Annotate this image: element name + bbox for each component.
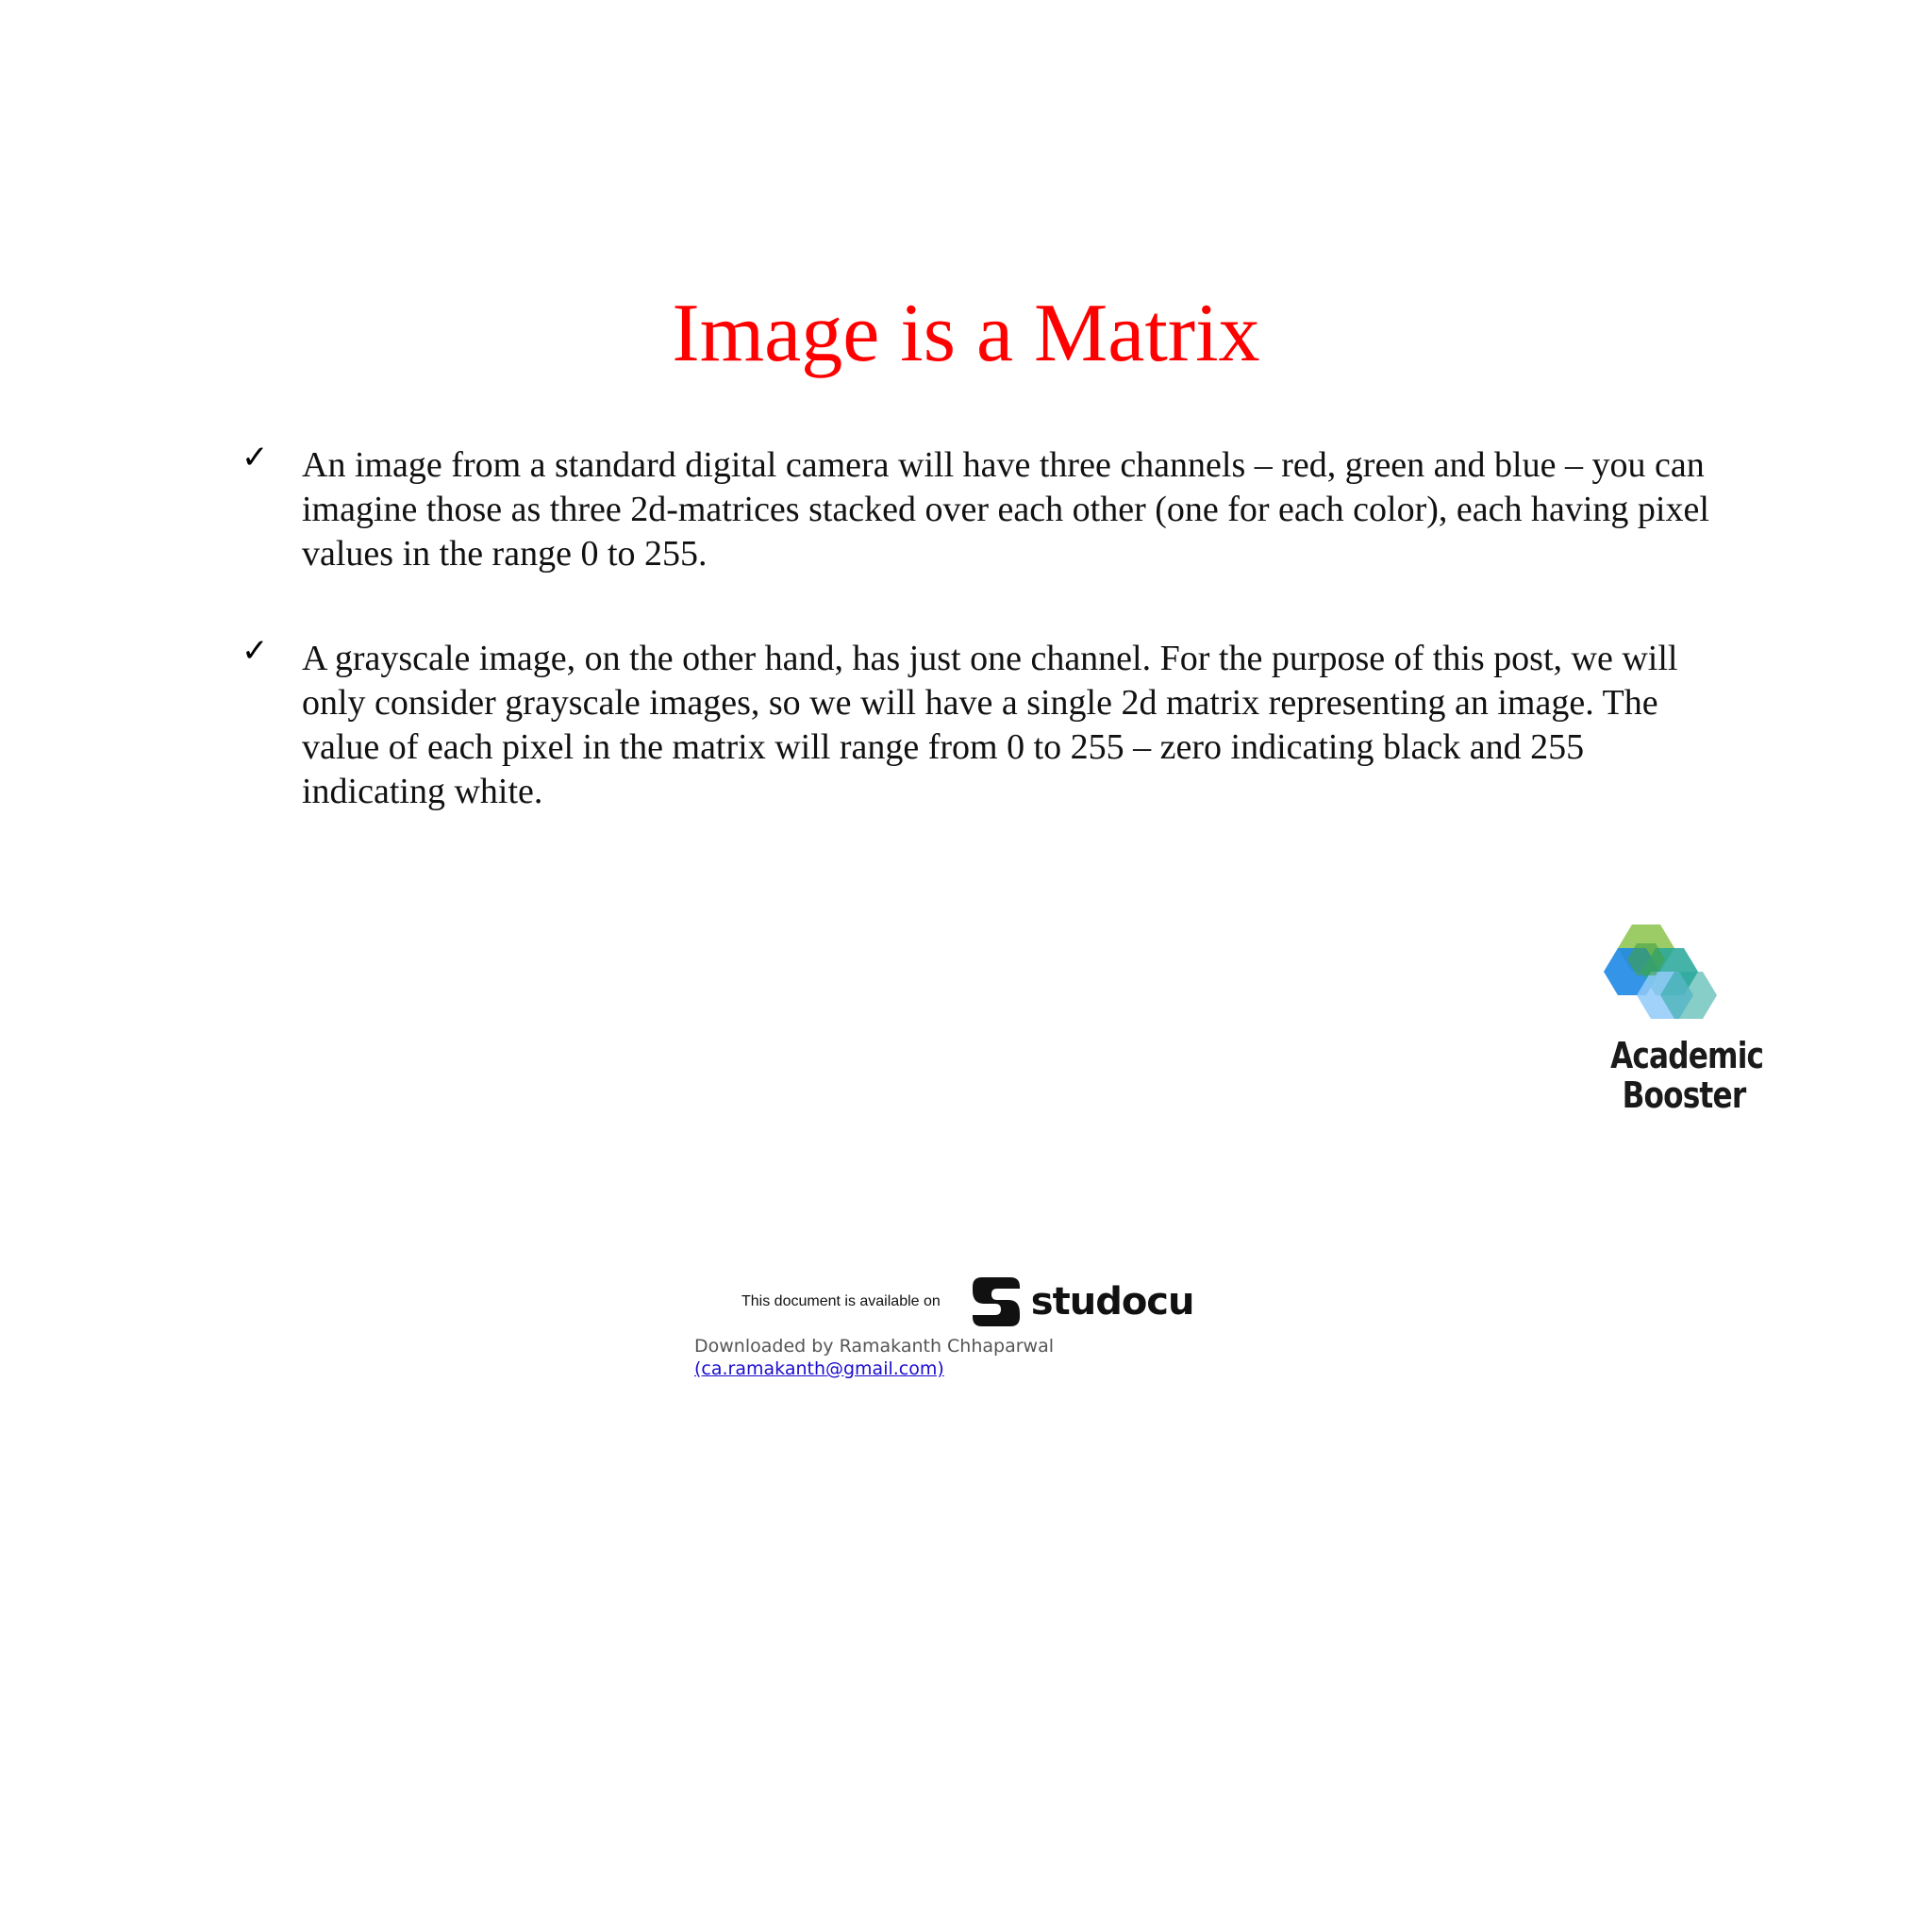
bullet-text: An image from a standard digital camera will have three channels – red, green and blue – you can imagine those as three 2d-matrices stacked over each other (one for each color), each having pixel values in the range 0 to 255. (302, 445, 1709, 574)
logo-wordmark: Academic Booster (1610, 1035, 1764, 1116)
page-title: Image is a Matrix (672, 288, 1260, 379)
email-link[interactable]: (ca.ramakanth@gmail.com) (694, 1358, 944, 1379)
bullet-list (242, 439, 1713, 874)
downloaded-by-text: Downloaded by Ramakanth Chhaparwal (694, 1336, 1055, 1357)
bullet-text: A grayscale image, on the other hand, has just one channel. For the purpose of this post, we will only consider grayscale images, so we will have a single 2d matrix representing an image. The value of each pixel in the matrix will range from 0 to 255 – zero indicating black and 255 indicating white. (302, 639, 1678, 811)
check-mark-icon: ✓ (242, 632, 269, 670)
available-on-row[interactable] (741, 1274, 1194, 1330)
list-item (242, 632, 1713, 814)
list-item (242, 439, 1713, 576)
studocu-brand: studocu (1030, 1280, 1194, 1324)
available-on-text: This document is available on (741, 1293, 941, 1309)
studocu-logo-icon (969, 1274, 1024, 1330)
check-mark-icon: ✓ (242, 439, 269, 476)
